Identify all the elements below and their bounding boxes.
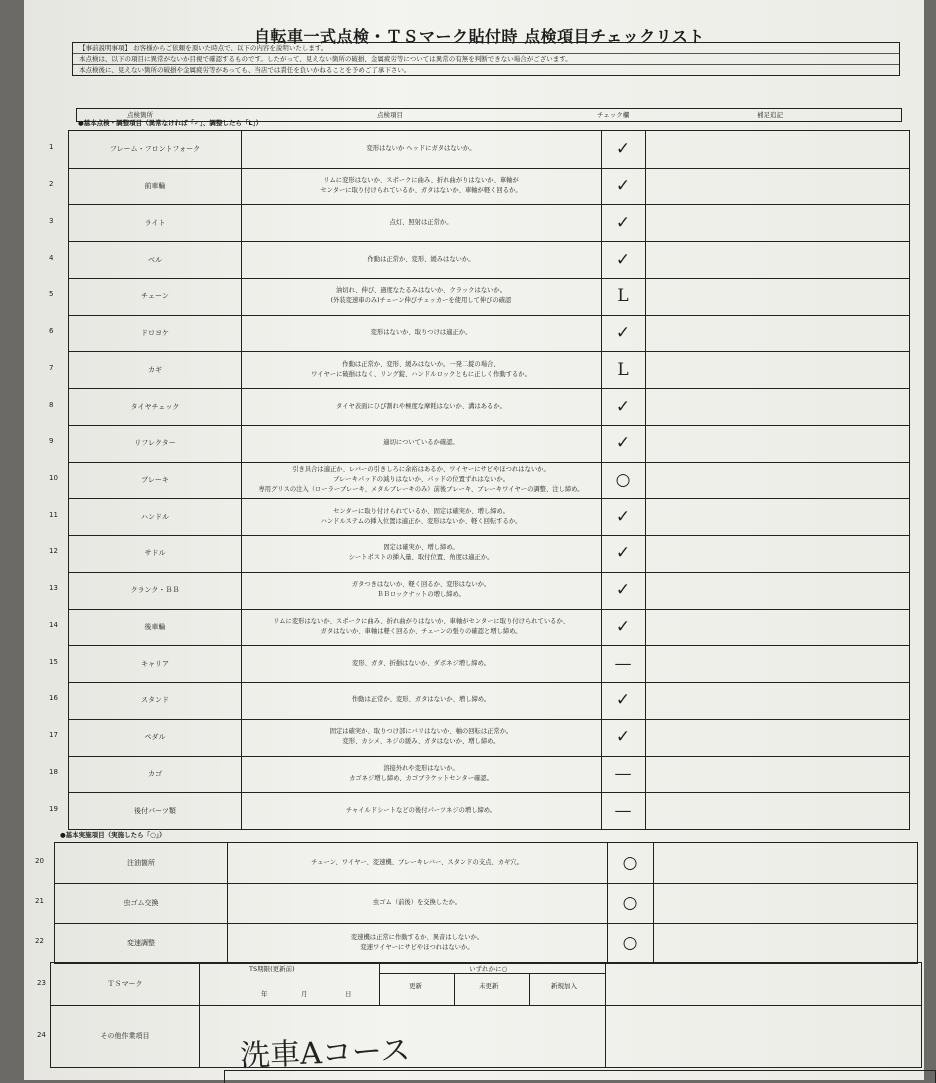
check-mark: ✓ [601,388,646,425]
note-cell [645,351,909,388]
table-row [49,645,909,683]
note-cell [605,963,921,1005]
check-mark: ✓ [601,682,646,719]
row-name: ブレーキ [69,462,242,499]
note-cell [645,719,909,756]
notice-box [72,42,900,76]
row-number: 13 [49,584,58,593]
note-cell [645,315,909,352]
ts-period-cell [199,963,380,1005]
table-row [49,498,909,536]
table-row [49,351,909,389]
header-item: 点検項目 [377,111,403,119]
check-mark: ○ [607,843,654,883]
check-mark: ✓ [601,609,646,646]
notice-line: 【事前説明事項】 お客様からご依頼を頂いた時点で、以下の内容を説明いたします。 [73,43,899,54]
description-line: 虫ゴム（前後）を交換したか。 [372,899,462,906]
description-line: 作動は正常か、変形、緩みはないか。 [367,255,475,263]
description-line: ハンドルステムの挿入位置は適正か、変形はないか、軽く回転するか。 [320,517,522,525]
row-description [241,131,602,168]
row-name: リフレクター [69,425,242,462]
header-note: 補足追記 [757,111,783,119]
note-cell [645,645,909,682]
row-number: 14 [49,620,58,629]
basic-task-table [35,842,918,964]
row-name: その他作業項目 [51,1005,200,1067]
row-description [241,462,602,499]
row-number: 12 [49,547,58,556]
check-mark: ✓ [601,315,646,352]
description-line: 変形、カシメ、ネジの緩み、ガタはないか、増し締め。 [342,738,500,746]
row-name: クランク・ＢＢ [69,572,242,609]
description-line: 点灯、照射は正常か。 [389,218,453,226]
note-cell [645,682,909,719]
table-row [49,278,909,316]
note-cell [645,168,909,205]
section-basic-task: ●基本実施項目（実施したら「○」） [60,831,166,839]
row-number: 8 [49,400,54,409]
note-cell [653,923,917,963]
row-number: 2 [49,180,54,189]
note-cell [645,204,909,241]
row-name: 注油箇所 [55,843,228,883]
check-mark: ○ [607,883,654,923]
checklist-paper [24,0,924,1080]
description-line: チャイルドシートなどの後付パーツネジの増し締め。 [345,806,497,814]
check-mark: ✓ [601,204,646,241]
ts-new: 新規加入 [551,982,577,990]
row-number: 21 [35,897,44,905]
description-line: シートポストの挿入量、取付位置、角度は適正か。 [348,554,494,562]
description-line: カゴネジ増し締め、カゴブラケットセンター確認。 [349,774,493,782]
description-line: 作動は正常か、変形、ガタはないか、増し締め。 [351,696,491,704]
row-number: 9 [49,437,54,446]
table-row [49,756,909,794]
check-mark: L [601,351,646,388]
table-row [49,425,909,463]
table-row [35,923,917,963]
row-number: 24 [37,1031,46,1039]
description-line: センターに取り付けられているか、ガタはないか、車軸が軽く回るか。 [320,187,522,195]
check-mark: ✓ [601,535,646,572]
ts-month: 月 [301,990,308,998]
row-name: 後付パーツ類 [69,792,242,829]
ts-other-table [37,962,922,1068]
row-number: 11 [49,510,58,519]
table-row [37,1005,921,1067]
description-line: 溶接外れや変形はないか。 [383,764,459,772]
table-row [49,388,909,426]
description-line: リムに変形はないか、スポークに曲み、折れ曲がりはないか、車軸がセンターに取り付けられているか、 [272,617,570,625]
row-description [241,609,602,646]
row-name: ＴＳマーク [51,963,200,1005]
row-description [227,883,608,923]
table-row [49,792,909,829]
row-number: 19 [49,804,58,813]
row-description [241,535,602,572]
ts-status-cell [379,963,606,1005]
table-row [49,462,909,500]
row-name: サドル [69,535,242,572]
row-number: 18 [49,767,58,776]
row-description [241,792,602,829]
note-cell [653,843,917,883]
description-line: リムに変形はないか、スポークに曲み、折れ曲がりはないか、車軸が [323,177,519,185]
description-line: 固定は確実か、取りつけ部にバリはないか、軸の回転は正常か。 [329,728,513,736]
note-cell [645,609,909,646]
row-number: 1 [49,143,54,152]
table-row [49,572,909,610]
description-line: ＢＢロックナットの増し締め。 [377,591,465,599]
description-line: 変形はないか、取りつけは適正か。 [370,329,472,337]
row-name: ライト [69,204,242,241]
check-mark: ✓ [601,572,646,609]
table-row [49,168,909,206]
row-name: カギ [69,351,242,388]
row-description [227,843,608,883]
check-mark: ✓ [601,498,646,535]
row-name: 変速調整 [55,923,228,963]
row-number: 4 [49,253,54,262]
description-line: 固定は確実か、増し締め。 [383,544,459,552]
description-line: 変速ワイヤーにサビやほつれはないか。 [360,944,474,951]
table-row [49,131,909,169]
table-row [49,609,909,647]
row-description [241,756,602,793]
note-cell [645,462,909,499]
row-description [241,315,602,352]
ts-period-label: TS期限(更新前) [249,965,295,973]
check-mark: ✓ [601,241,646,278]
row-name: カゴ [69,756,242,793]
note-cell [645,278,909,315]
check-mark: ○ [607,923,654,963]
note-cell [645,792,909,829]
table-row [35,843,917,884]
header-check: チェック欄 [597,111,630,119]
note-cell [645,425,909,462]
notice-line: 本点検後に、見えない箇所の破損や金属疲労等があっても、当店では責任を負いかねることを予めご了承下さい。 [79,66,411,74]
row-description [241,498,602,535]
note-cell [645,388,909,425]
check-mark: ○ [601,462,646,499]
row-number: 3 [49,216,54,225]
ts-not-renewed: 未更新 [479,982,499,990]
table-row [49,204,909,242]
description-line: 専用グリスの注入（ローラーブレーキ、メタルブレーキのみ）前後ブレーキ、ブレーキワイヤーの調整、注し締め。 [258,485,584,493]
row-name: ベル [69,241,242,278]
row-description [241,719,602,756]
row-number: 23 [37,979,46,987]
row-number: 5 [49,290,54,299]
row-number: 20 [35,857,44,865]
row-number: 16 [49,694,58,703]
row-name: スタンド [69,682,242,719]
description-line: 変速機は正常に作動するか、異音はしないか。 [350,934,484,941]
ts-renew: 更新 [409,982,422,990]
description-line: ワイヤーに破損はなく、リング錠、ハンドルロックともに正しく作動するか。 [311,370,531,378]
check-mark: ✓ [601,425,646,462]
row-number: 10 [49,473,58,482]
row-name: 後車輪 [69,609,242,646]
page-title: 自転車一式点検・ＴＳマーク貼付時 点検項目チェックリスト [254,27,705,46]
description-line: ガタつきはないか、軽く回るか、変形はないか。 [351,581,491,589]
note-cell [645,241,909,278]
description-line: タイヤ表面にひび割れや極度な摩耗はないか、溝はあるか。 [336,402,506,410]
row-number: 22 [35,937,44,945]
row-name: 前車輪 [69,168,242,205]
row-description [241,572,602,609]
check-mark: ✓ [601,168,646,205]
note-cell [605,1005,921,1067]
ts-year: 年 [261,990,268,998]
row-name: フレーム・フロントフォーク [69,131,242,168]
ts-either-label: いずれかに○ [469,965,508,973]
row-name: ペダル [69,719,242,756]
row-number: 17 [49,731,58,740]
row-name: タイヤチェック [69,388,242,425]
row-description [241,682,602,719]
note-cell [653,883,917,923]
description-line: ガタはないか、車軸は軽く回るか、チェーンの張りの確認と増し締め。 [320,627,522,635]
description-line: 引き具合は適正か、レバーの引きしろに余裕はあるか、ワイヤーにサビやほつれはないか。 [292,465,550,473]
table-row [35,883,917,924]
row-number: 15 [49,657,58,666]
table-row [49,682,909,720]
description-line: 変形、ガタ、折損はないか、ダボネジ増し締め。 [352,659,490,667]
note-cell [645,535,909,572]
row-description [241,351,602,388]
table-row [49,535,909,573]
note-cell [645,498,909,535]
row-name: ハンドル [69,498,242,535]
check-mark: L [601,278,646,315]
row-description [241,645,602,682]
row-number: 7 [49,363,54,372]
row-name: キャリア [69,645,242,682]
row-description [241,425,602,462]
table-row [37,963,921,1006]
note-cell [645,131,909,168]
ts-day: 日 [345,990,352,998]
row-name: 虫ゴム交換 [55,883,228,923]
row-description [241,241,602,278]
row-number: 6 [49,327,54,336]
row-description [227,923,608,963]
notice-line: 本点検は、以下の項目に異常がないか目視で確認するものです。したがって、見えない箇所の破損、金属疲労等については異常の有無を判断できない場合がございます。 [73,54,899,65]
check-mark: — [601,792,646,829]
description-line: 適切についているか確認。 [383,439,459,447]
basic-check-table [49,130,910,830]
row-name: ドロヨケ [69,315,242,352]
description-line: チェーン、ワイヤー、変速機、ブレーキレバー、スタンドの支点、カギ穴。 [311,859,523,866]
check-mark: ✓ [601,719,646,756]
table-row [49,719,909,757]
description-line: 作動は正常か、変形、緩みはないか。一発二錠の場合、 [342,360,500,368]
footer-table-edge [224,1070,936,1083]
row-description [241,204,602,241]
handwritten-note: 洗車Aコース [239,1033,411,1074]
section-basic-check: ●基本点検・調整項目（異常なければ「✓」、調整したら「L」） [78,119,263,127]
note-cell [645,572,909,609]
table-row [49,241,909,279]
note-cell [645,756,909,793]
check-mark: — [601,645,646,682]
row-name: チェーン [69,278,242,315]
header-place: 点検箇所 [127,111,153,119]
table-row [49,315,909,353]
description-line: 変形はないか ヘッドにガタはないか。 [366,145,476,153]
description-line: センターに取り付けられているか、固定は確実か、増し締め。 [333,507,509,515]
description-line: ブレーキパッドの減りはないか、パッドの位置ずれはないか。 [332,475,510,483]
check-mark: — [601,756,646,793]
row-description [241,388,602,425]
row-description [241,168,602,205]
row-description [241,278,602,315]
check-mark: ✓ [601,131,646,168]
description-line: (外装変速車のみ)チェーン伸びチェッカーを使用して伸びの確認 [330,297,512,305]
description-line: 油切れ、伸び、過度なたるみはないか、クラックはないか。 [335,287,506,295]
